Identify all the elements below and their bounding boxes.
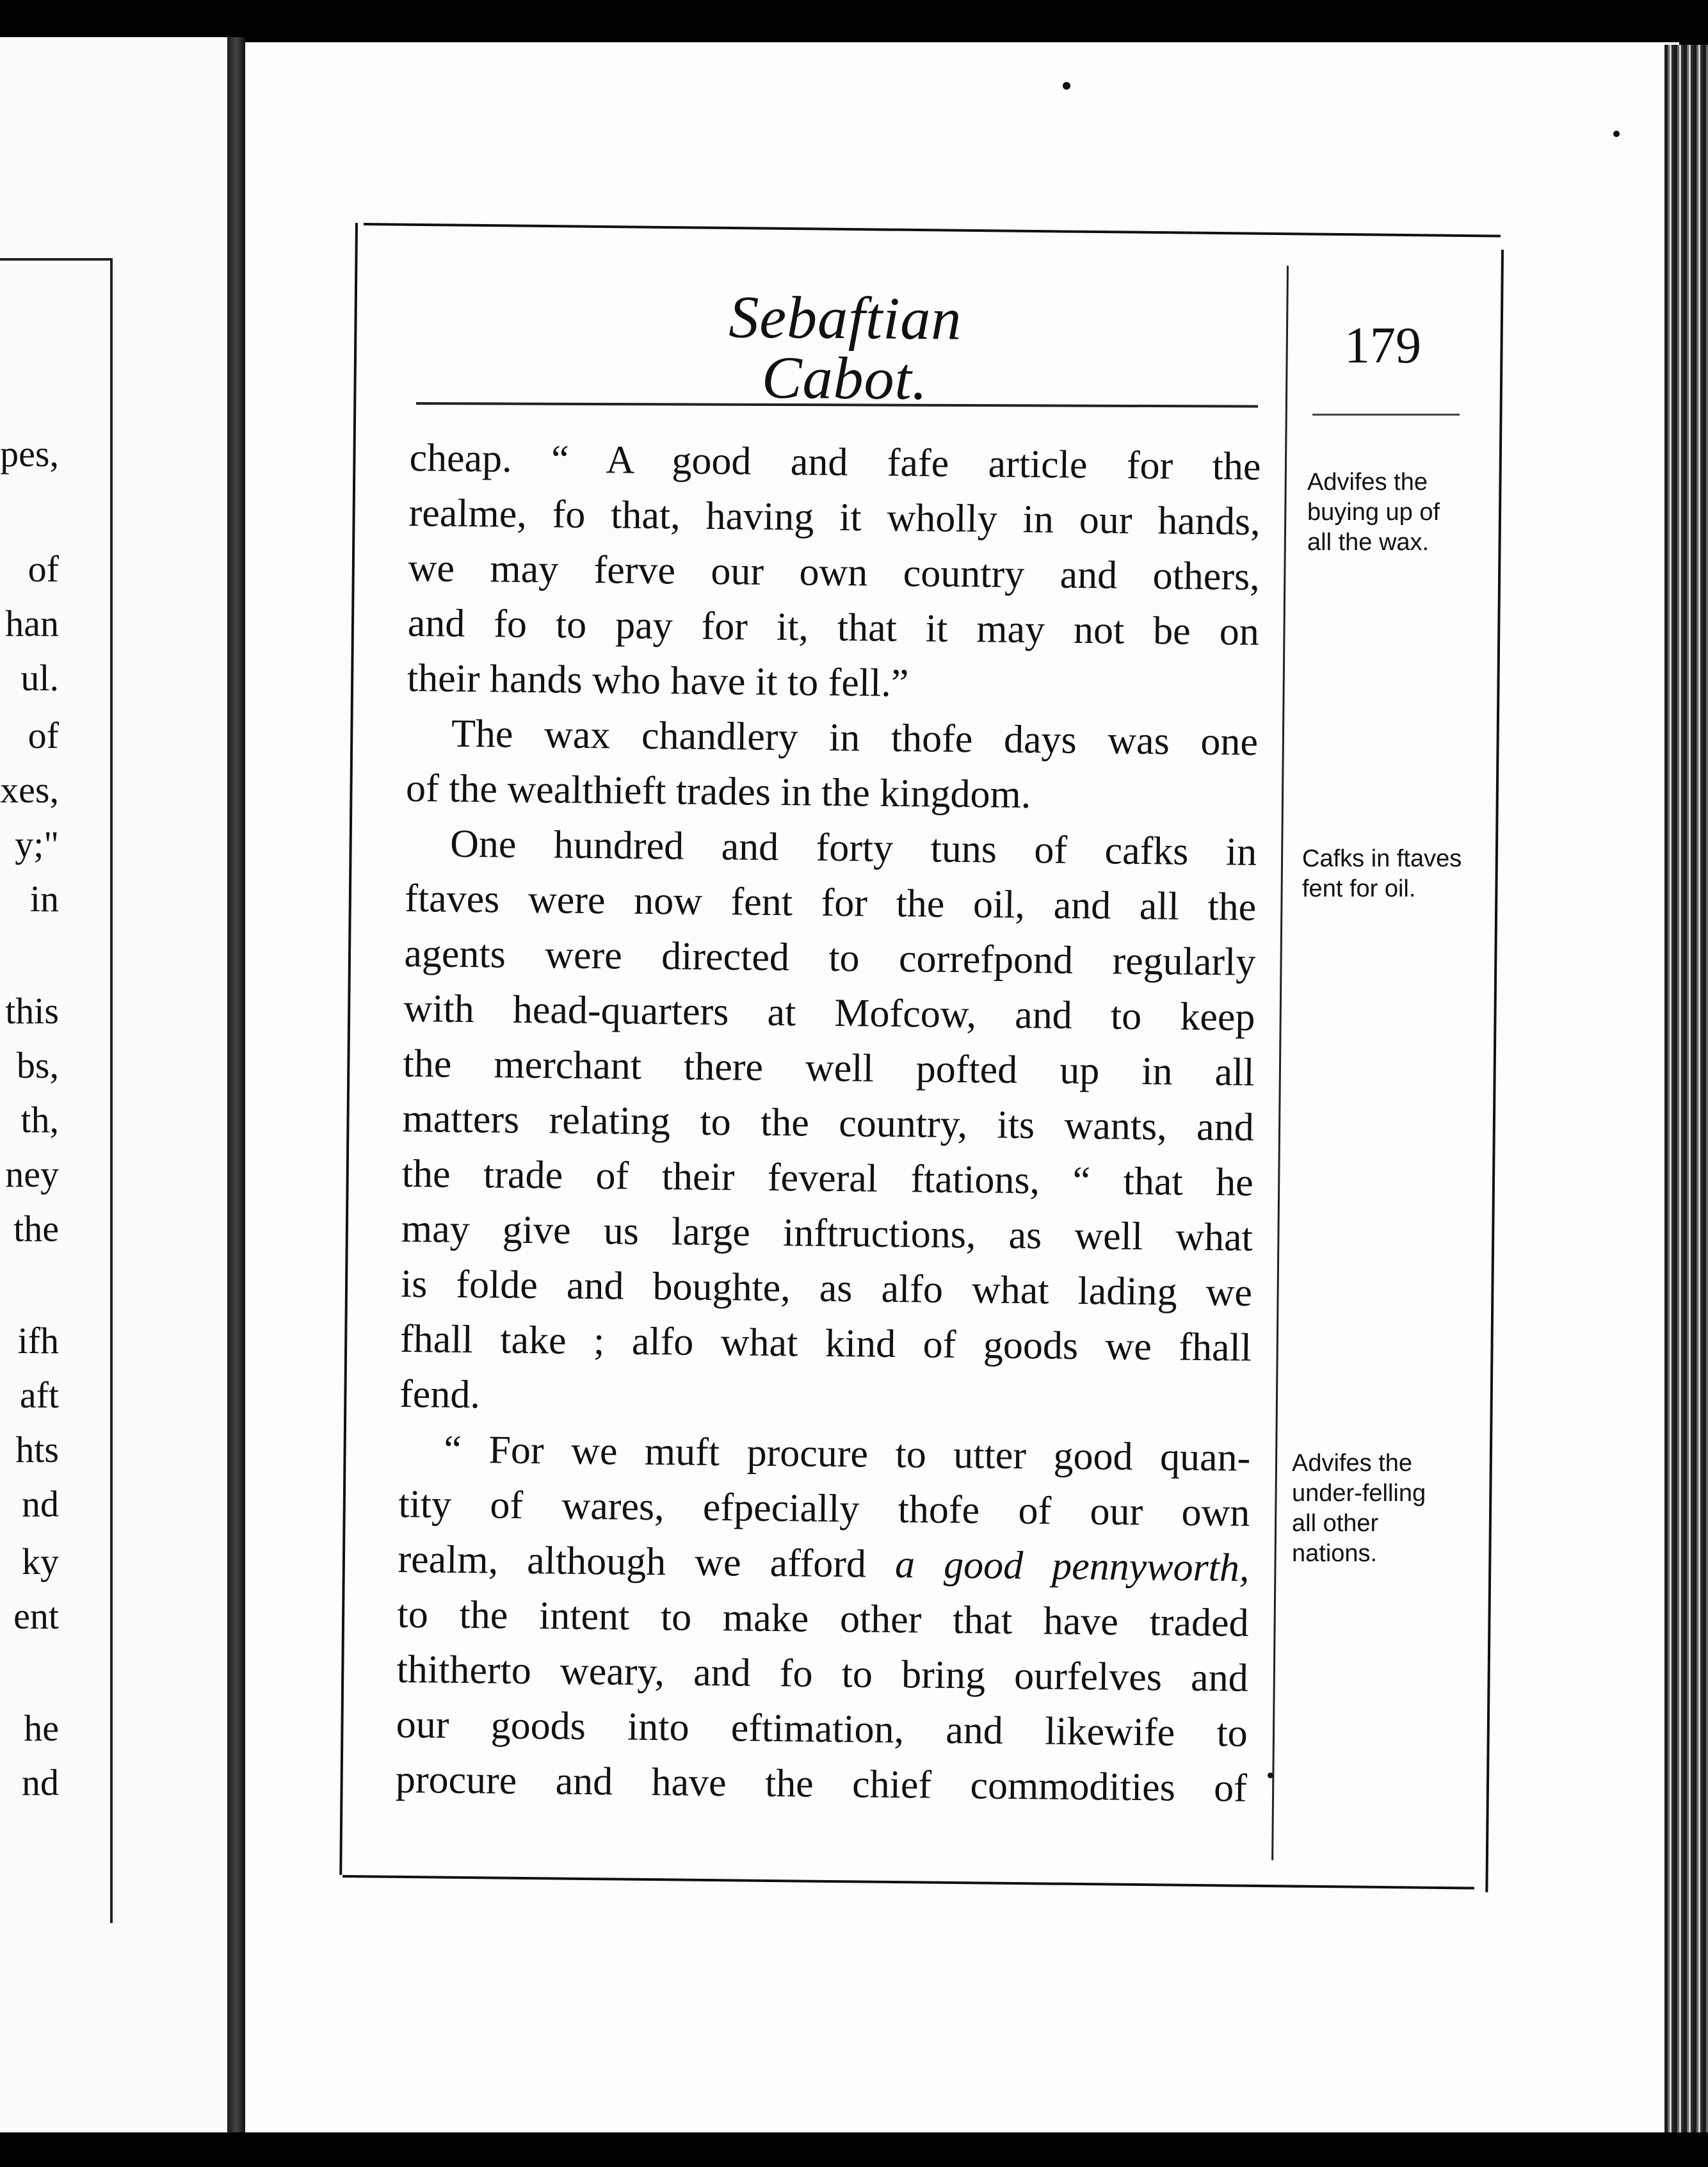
previous-page-line-fragment: nd (22, 1762, 59, 1803)
text-line: thitherto weary, and fo to bring ourfelves and (396, 1647, 1249, 1700)
text-line: with head-quarters at Mofcow, and to keep (403, 986, 1255, 1039)
sidenote-line: Cafks in ftaves (1302, 845, 1462, 872)
previous-page-line-fragment: this (5, 990, 59, 1032)
ink-speck (1613, 131, 1620, 137)
previous-page-line-fragment: th, (20, 1099, 59, 1140)
previous-page-line-fragment: of (28, 715, 59, 756)
sidenote-line: all other (1292, 1510, 1379, 1537)
text-run: realm, although we afford (398, 1537, 896, 1587)
text-line: we may ferve our own country and others, (408, 546, 1261, 599)
text-line: fhall take ; alfo what kind of goods we fhall (399, 1317, 1252, 1370)
ink-speck (1063, 82, 1070, 90)
previous-page-line-fragment: ul. (20, 657, 59, 699)
previous-page-line-fragment: in (29, 878, 59, 920)
text-line: is folde and boughte, as alfo what lading we (400, 1262, 1253, 1315)
previous-page-line-fragment: han (5, 603, 59, 644)
previous-page-line-fragment: he (24, 1707, 59, 1749)
previous-page-rule (0, 258, 112, 261)
previous-page-line-fragment: bs, (16, 1044, 59, 1086)
text-line: of the wealthieft trades in the kingdom. (405, 766, 1031, 817)
previous-page-line-fragment: nd (22, 1483, 59, 1525)
text-line: the trade of their feveral ftations, “ that he (401, 1151, 1254, 1205)
text-line (398, 1532, 1250, 1596)
previous-page-line-fragment: hts (15, 1429, 59, 1470)
text-line: fend. (399, 1372, 481, 1417)
text-line: “ For we muft procure to utter good quan- (443, 1427, 1251, 1480)
text-line: to the intent to make other that have traded (397, 1592, 1249, 1645)
sidenote-line: Advifes the (1292, 1450, 1412, 1477)
text-line: cheap. “ A good and fafe article for the (409, 435, 1261, 489)
text-line: their hands who have it to fell.” (407, 656, 909, 706)
sidenote-wax (1307, 467, 1440, 558)
text-line: The wax chandlery in thofe days was one (451, 711, 1259, 764)
text-line: One hundred and forty tuns of cafks in (449, 822, 1257, 874)
text-line: tity of wares, efpecially thofe of our own (398, 1482, 1250, 1535)
scan-bottom-border (0, 2132, 1708, 2167)
sidenote-line: Advifes the (1307, 469, 1428, 496)
page-edges (1664, 45, 1708, 2132)
previous-page-line-fragment: y;" (15, 824, 59, 865)
previous-page-frame-line (110, 258, 113, 1923)
sidenote-line: buying up of (1307, 499, 1440, 526)
sidenote-line: under-felling (1292, 1480, 1426, 1507)
folio-rule (1312, 414, 1460, 416)
previous-page-line-fragment: ney (5, 1153, 59, 1195)
previous-page-line-fragment: ky (22, 1541, 59, 1582)
running-head: Sebaftian Cabot. (728, 284, 962, 413)
sidenote-line: nations. (1292, 1540, 1378, 1567)
text-line: and fo to pay for it, that it may not be on (407, 601, 1260, 654)
sidenote-line: all the wax. (1307, 529, 1430, 556)
previous-page-line-fragment: pes, (0, 433, 59, 475)
sidenote-line: fent for oil. (1302, 875, 1416, 902)
previous-page-line-fragment: xes, (0, 769, 59, 811)
body-text (395, 430, 1261, 1816)
text-line: may give us large inftructions, as well what (401, 1206, 1253, 1260)
text-line: our goods into eftimation, and likewife to (396, 1702, 1248, 1755)
text-line: agents were directed to correfpond regularly (404, 931, 1256, 984)
previous-page-line-fragment: of (28, 548, 59, 590)
text-line: procure and have the chief commodities of (395, 1757, 1248, 1810)
text-line: ftaves were now fent for the oil, and all the (404, 876, 1257, 929)
previous-page-line-fragment: ent (13, 1595, 59, 1637)
previous-page-line-fragment: aft (19, 1374, 59, 1416)
text-line: matters relating to the country, its wants, and (402, 1096, 1255, 1149)
book-gutter (227, 37, 245, 2132)
previous-page-line-fragment: the (13, 1208, 59, 1249)
scan-top-border (0, 0, 1708, 45)
previous-page-line-fragment: ifh (17, 1320, 59, 1361)
italic-phrase: a good pennyworth, (894, 1543, 1250, 1590)
sidenote-underselling (1292, 1449, 1426, 1569)
ink-speck (1268, 1773, 1273, 1778)
text-line: the merchant there well pofted up in all (403, 1041, 1255, 1094)
page-number: 179 (1344, 318, 1421, 374)
text-line: realme, fo that, having it wholly in our hands, (408, 491, 1261, 544)
sidenote-casks (1302, 844, 1462, 904)
